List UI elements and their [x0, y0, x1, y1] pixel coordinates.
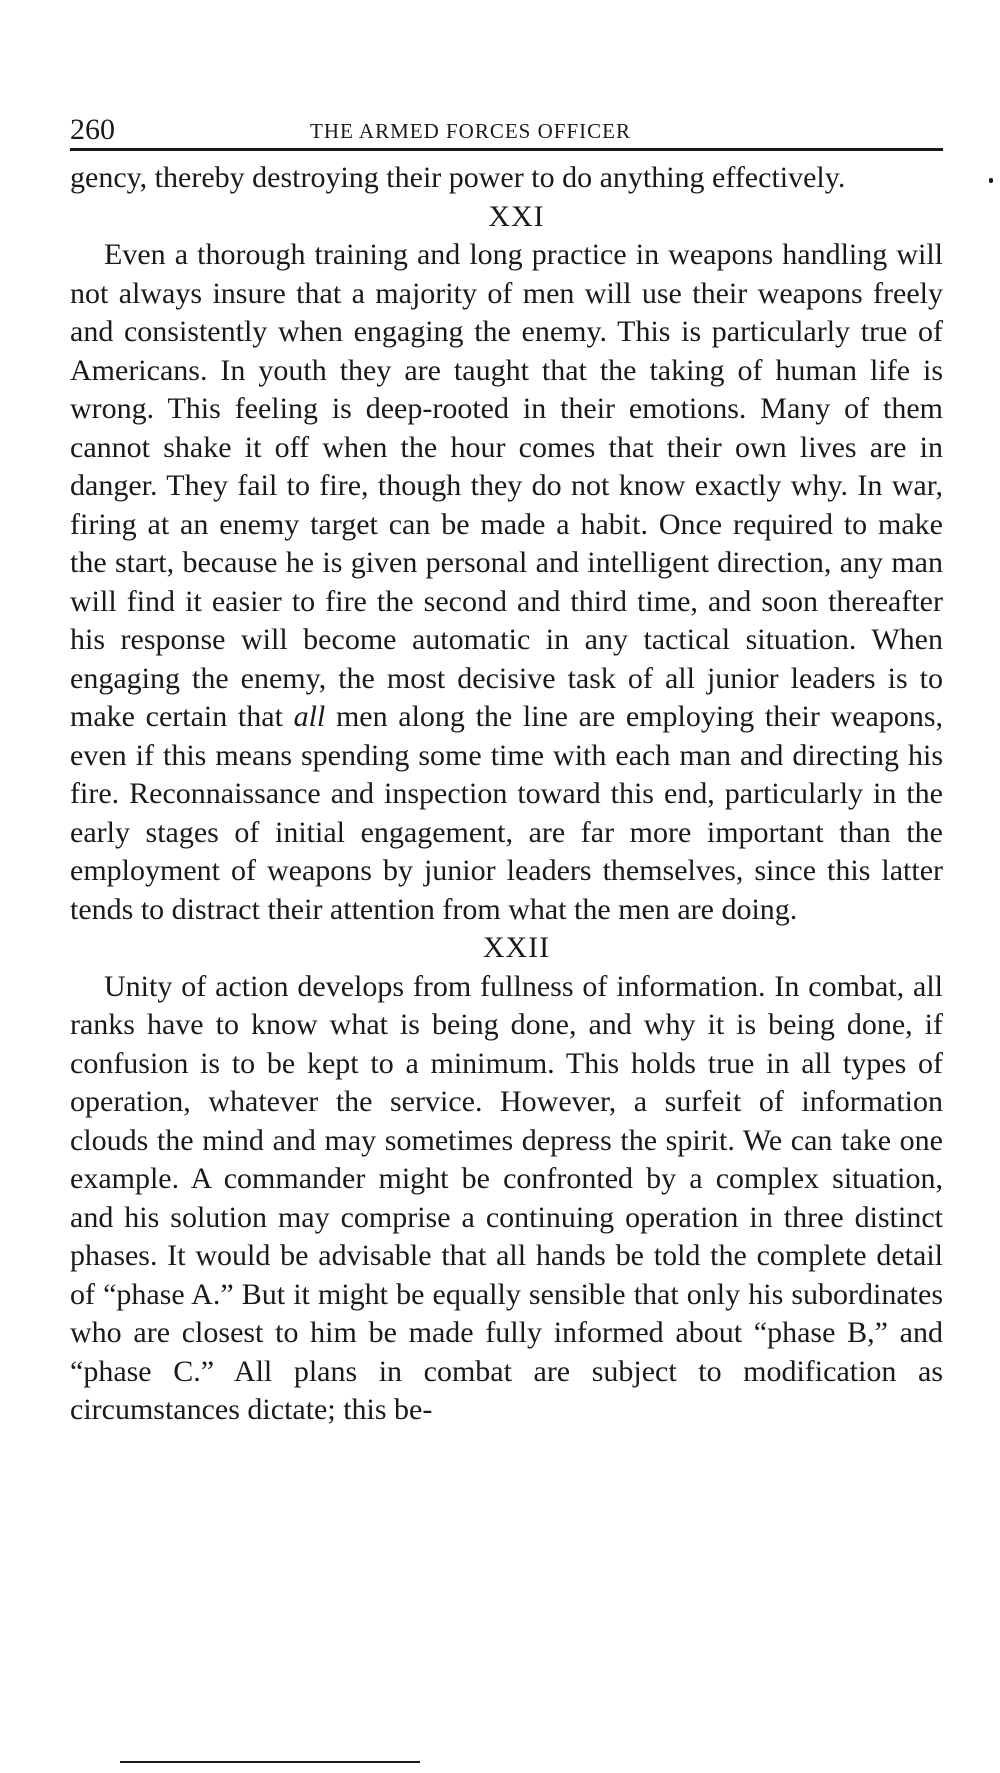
paragraph-text: men along the line are employing their weapons, even if this means spending some time with each man and directing his fire. Reconnaissance and inspection toward this end, particularly in the early stages of initial engagement, are far more important than the employment of weapons by junior leaders themselves, since this latter tends to distract their attention from what the men are doing. — [70, 700, 943, 926]
emphasized-word: all — [293, 700, 326, 733]
scan-speck — [989, 178, 993, 183]
section-heading-xxii: XXII — [482, 931, 551, 964]
section-heading-xxi: XXI — [488, 199, 545, 233]
continuation-paragraph: gency, thereby destroying their power to do anything effectively. — [70, 161, 846, 194]
body-text — [70, 159, 943, 1430]
page-header — [70, 112, 943, 151]
running-title: THE ARMED FORCES OFFICER — [310, 119, 631, 143]
page-number: 260 — [70, 113, 115, 146]
section-xxi-paragraph — [70, 236, 943, 929]
footer-rule — [120, 1761, 420, 1763]
book-page — [70, 112, 943, 1430]
paragraph-text: Even a thorough training and long practice in weapons handling will not always insure that a majority of men will use their weapons freely and consistently when engaging the enemy. This is particularly true of Americans. In youth they are taught that the taking of human life is wrong. This feeling is deep-rooted in their emotions. Many of them cannot shake it off when the hour comes that their own lives are in danger. They fail to fire, though they do not know exactly why. In war, firing at an enemy target can be made a habit. Once required to make the start, because he is given personal and intelligent direction, any man will find it easier to fire the second and third time, and soon thereafter his response will become automatic in any tactical situation. When engaging the enemy, the most decisive task of all junior leaders is to make certain that — [70, 238, 943, 733]
section-xxii-paragraph: Unity of action develops from fullness of information. In combat, all ranks have to know what is being done, and why it is being done, if confusion is to be kept to a minimum. This holds true in all types of operation, whatever the service. However, a surfeit of information clouds the mind and may sometimes depress the spirit. We can take one example. A commander might be confronted by a complex situation, and his solution may comprise a continuing operation in three distinct phases. It would be advisable that all hands be told the complete detail of “phase A.” But it might be equally sensible that only his subordinates who are closest to him be made fully informed about “phase B,” and “phase C.” All plans in combat are subject to modification as circumstances dictate; this be- — [70, 969, 943, 1426]
